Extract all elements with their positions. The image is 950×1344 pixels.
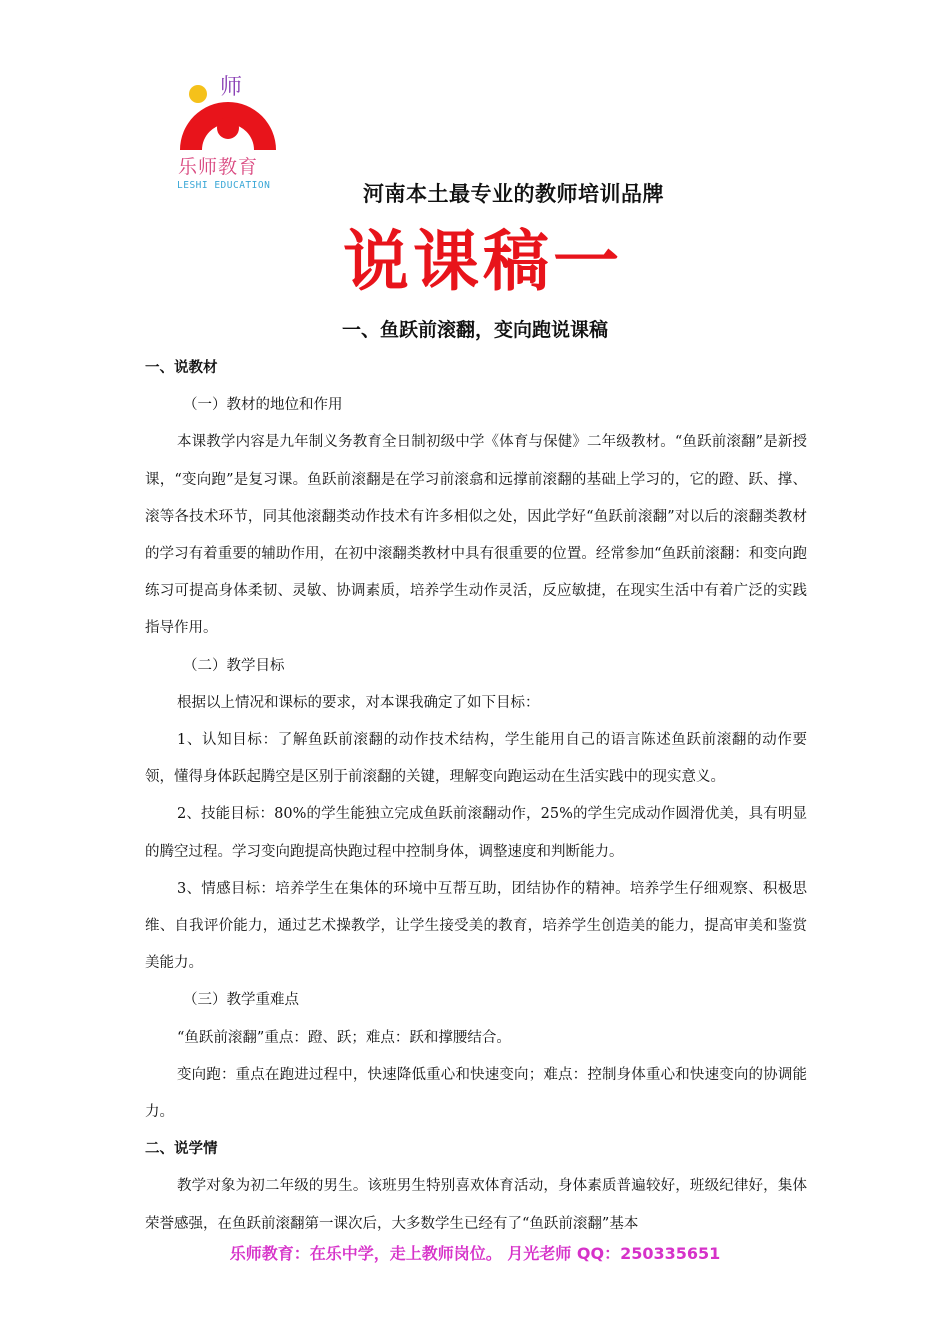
logo-yellow-dot-icon [189, 85, 207, 103]
subsection-heading: （一）教材的地位和作用 [183, 397, 343, 414]
slogan: 河南本土最专业的教师培训品牌 [363, 181, 664, 206]
document-title: 一、鱼跃前滚翻，变向跑说课稿 [341, 319, 608, 341]
section-heading: 二、说学情 [145, 1141, 218, 1158]
paragraph: 根据以上情况和课标的要求，对本课我确定了如下目标： [177, 694, 540, 711]
goal-item: 3、情感目标：培养学生在集体的环境中互帮互助，团结协作的精神。培养学生仔细观察、积极思维、自我评价能力，通过艺术操教学，让学生接受美的教育，培养学生创造美的能力，提高审美和鉴赏美能力。 [145, 880, 807, 972]
goal-item: 2、技能目标：80%的学生能独立完成鱼跃前滚翻动作，25%的学生完成动作圆滑优美，具有明显的腾空过程。学习变向跑提高快跑过程中控制身体，调整速度和判断能力。 [145, 806, 807, 860]
logo-red-dot-icon [217, 117, 239, 139]
footer-banner: 乐师教育：在乐中学，走上教师岗位。 月光老师 QQ：250335651 [229, 1244, 721, 1263]
paragraph: 本课教学内容是九年制义务教育全日制初级中学《体育与保健》二年级教材。“鱼跃前滚翻”是新授课，“变向跑”是复习课。鱼跃前滚翻是在学习前滚翕和远撑前滚翻的基础上学习的，它的蹬、跃、撑、滚等各技术环节，同其他滚翻类动作技术有许多相似之处，因此学好“鱼跃前滚翻”对以后的滚翻类教材的学习有着重要的辅助作用，在初中滚翻类教材中具有很重要的位置。经常参加“鱼跃前滚翻：和变向跑练习可提高身体柔韧、灵敏、协调素质，培养学生动作灵活，反应敏捷，在现实生活中有着广泛的实践指导作用。 [145, 434, 807, 637]
goal-item: 1、认知目标：了解鱼跃前滚翻的动作技术结构，学生能用自己的语言陈述鱼跃前滚翻的动作要领，懂得身体跃起腾空是区别于前滚翻的关键，理解变向跑运动在生活实践中的现实意义。 [145, 732, 807, 786]
subsection-heading: （三）教学重难点 [183, 992, 299, 1009]
big-title: 说课稿一 [343, 222, 623, 300]
paragraph: 变向跑：重点在跑进过程中，快速降低重心和快速变向；难点：控制身体重心和快速变向的协调能力。 [145, 1066, 807, 1121]
paragraph: 教学对象为初二年级的男生。该班男生特别喜欢体育活动，身体素质普遍较好，班级纪律好，集体荣誉感强，在鱼跃前滚翻第一课次后，大多数学生已经有了“鱼跃前滚翻”基本 [145, 1178, 807, 1232]
document-body [145, 350, 807, 1243]
logo-glyph: 师 [220, 75, 243, 100]
logo-subtitle: LESHI EDUCATION [177, 180, 271, 191]
section-heading: 一、说教材 [145, 360, 218, 376]
logo-name: 乐师教育 [178, 156, 259, 178]
paragraph: “鱼跃前滚翻”重点：蹬、跃；难点：跃和撑腰结合。 [177, 1029, 511, 1046]
subsection-heading: （二）教学目标 [183, 657, 285, 674]
